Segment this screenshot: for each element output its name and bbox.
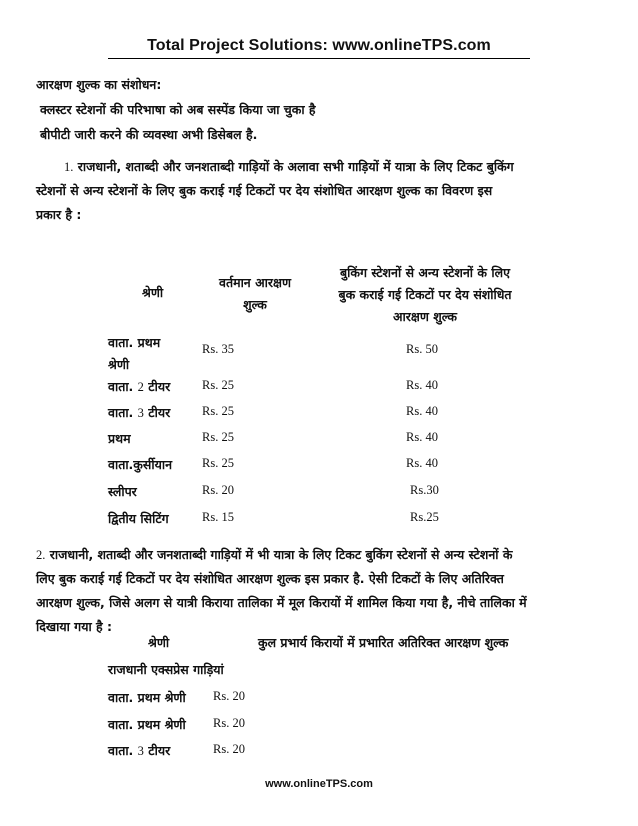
- table1-row-4-class: प्रथम: [108, 431, 131, 446]
- table2-row-3-charge: Rs. 20: [213, 742, 245, 756]
- table1-row-7-class: द्वितीय सिटिंग: [108, 511, 169, 526]
- table1-row-1-current: Rs. 35: [202, 342, 234, 356]
- section1-line-1: 1. राजधानी, शताब्दी और जनशताब्दी गाड़ियों के अलावा सभी गाड़ियों में यात्रा के लिए टिकट बुकिंग: [64, 159, 514, 174]
- section2-paragraph: [36, 543, 602, 639]
- table2-group-rajdhani: राजधानी एक्सप्रेस गाड़ियां: [108, 662, 224, 677]
- table2-row-3-class: वाता. 3 टीयर: [108, 743, 171, 758]
- table2-row-1-charge: Rs. 20: [213, 689, 245, 703]
- table1-row-6-revised: Rs.30: [410, 483, 439, 497]
- table1-row-5-revised: Rs. 40: [406, 456, 438, 470]
- page-header-title: Total Project Solutions: www.onlineTPS.com: [147, 37, 491, 54]
- table2-header-charge: कुल प्रभार्य किरायों में प्रभारित अतिरिक्त आरक्षण शुल्क: [258, 635, 509, 650]
- table1-row-6-class: स्लीपर: [108, 484, 137, 499]
- header-divider: [108, 58, 530, 59]
- intro-note-cluster: क्लस्टर स्टेशनों की परिभाषा को अब सस्पेंड किया जा चुका है: [40, 102, 316, 117]
- section2-line-3: आरक्षण शुल्क, जिसे अलग से यात्री किराया तालिका में मूल किरायों में शामिल किया गया है, नीचे तालिका में: [36, 595, 527, 610]
- section2-line-4: दिखाया गया है :: [36, 619, 113, 634]
- table1-row-5-class: वाता.कुर्सीयान: [108, 457, 173, 472]
- section1-line-3: प्रकार है :: [36, 207, 82, 222]
- table2-row-1-class: वाता. प्रथम श्रेणी: [108, 690, 186, 705]
- table1-row-4-current: Rs. 25: [202, 430, 234, 444]
- table1-row-1-class: वाता. प्रथम श्रेणी: [108, 335, 161, 372]
- table1-row-5-current: Rs. 25: [202, 456, 234, 470]
- table1-row-2-class: वाता. 2 टीयर: [108, 379, 171, 394]
- table1-row-3-current: Rs. 25: [202, 404, 234, 418]
- table1-header-class: श्रेणी: [142, 285, 164, 300]
- section2-line-2: लिए बुक कराई गई टिकटों पर देय संशोधित आरक्षण शुल्क इस प्रकार है. ऐसी टिकटों के लिए अतिरिक्त: [36, 571, 504, 586]
- section1-paragraph: [36, 155, 602, 227]
- intro-heading: आरक्षण शुल्क का संशोधन:: [36, 77, 162, 92]
- section2-number: 2.: [36, 548, 46, 562]
- table2-header-class: श्रेणी: [148, 635, 170, 650]
- table1-row-7-revised: Rs.25: [410, 510, 439, 524]
- table1-header-revised: बुकिंग स्टेशनों से अन्य स्टेशनों के लिए बुक कराई गई टिकटों पर देय संशोधित आरक्षण शुल्क: [338, 265, 512, 324]
- table1-row-7-current: Rs. 15: [202, 510, 234, 524]
- table2-row-2-class: वाता. प्रथम श्रेणी: [108, 717, 186, 732]
- intro-note-bpt: बीपीटी जारी करने की व्यवस्था अभी डिसेबल है.: [40, 127, 258, 142]
- table1-row-3-class: वाता. 3 टीयर: [108, 405, 171, 420]
- table1-row-2-current: Rs. 25: [202, 378, 234, 392]
- table2-row-2-charge: Rs. 20: [213, 716, 245, 730]
- section1-line-2: स्टेशनों से अन्य स्टेशनों के लिए बुक कराई गई टिकटों पर देय संशोधित आरक्षण शुल्क का विवरण इस: [36, 183, 493, 198]
- table1-row-4-revised: Rs. 40: [406, 430, 438, 444]
- table1-row-2-revised: Rs. 40: [406, 378, 438, 392]
- page-footer-link: www.onlineTPS.com: [265, 778, 373, 790]
- section2-line-1: 2. राजधानी, शताब्दी और जनशताब्दी गाड़ियों में भी यात्रा के लिए टिकट बुकिंग स्टेशनों से अन्य स्टेशनों के: [36, 547, 513, 562]
- table1-header-current: वर्तमान आरक्षण शुल्क: [219, 275, 291, 312]
- section1-number: 1.: [64, 160, 74, 174]
- table1-row-3-revised: Rs. 40: [406, 404, 438, 418]
- table1-row-1-revised: Rs. 50: [406, 342, 438, 356]
- table1-row-6-current: Rs. 20: [202, 483, 234, 497]
